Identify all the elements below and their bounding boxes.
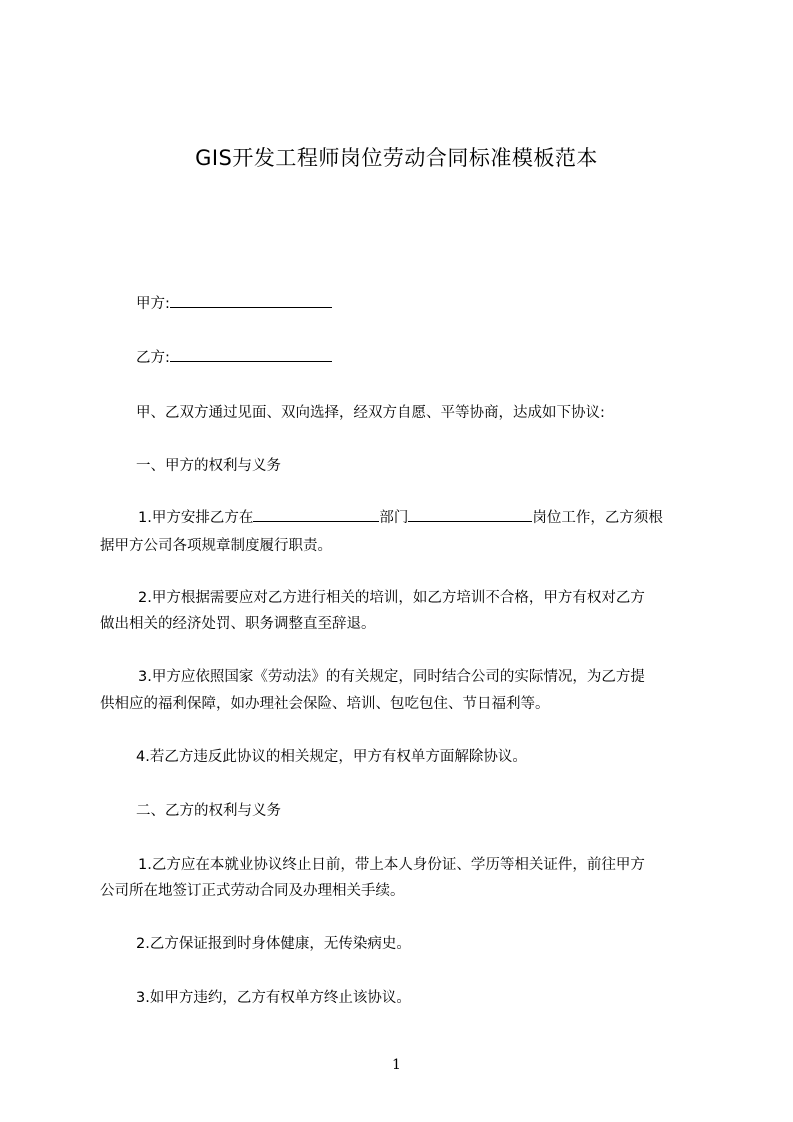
s1-item4: 4.若乙方违反此协议的相关规定，甲方有权单方面解除协议。 xyxy=(136,749,527,765)
s1-item1-blank-2 xyxy=(408,507,532,522)
party-a-line xyxy=(136,292,332,313)
s2-item1-line2: 公司所在地签订正式劳动合同及办理相关手续。 xyxy=(100,883,405,899)
s2-item2: 2.乙方保证报到时身体健康，无传染病史。 xyxy=(136,936,411,952)
s1-item1-line1 xyxy=(138,506,663,527)
s2-item3: 3.如甲方违约，乙方有权单方终止该协议。 xyxy=(136,990,411,1006)
party-b-label: 乙方: xyxy=(136,350,170,366)
party-b-blank xyxy=(170,347,332,362)
s2-item1-line1: 1.乙方应在本就业协议终止日前，带上本人身份证、学历等相关证件，前往甲方 xyxy=(138,857,645,873)
document-title: GIS开发工程师岗位劳动合同标准模板范本 xyxy=(195,146,598,170)
page-number: 1 xyxy=(392,1057,401,1073)
party-a-label: 甲方: xyxy=(136,296,170,312)
section2-heading: 二、乙方的权利与义务 xyxy=(136,803,281,819)
party-b-line xyxy=(136,346,332,367)
party-a-blank xyxy=(170,293,332,308)
s1-item1-line2: 据甲方公司各项规章制度履行职责。 xyxy=(100,538,332,554)
s1-item2-line1: 2.甲方根据需要应对乙方进行相关的培训，如乙方培训不合格，甲方有权对乙方 xyxy=(138,590,645,606)
s1-item1-text-a: 1.甲方安排乙方在 xyxy=(138,510,254,526)
s1-item3-line2: 供相应的福利保障，如办理社会保险、培训、包吃包住、节日福利等。 xyxy=(100,696,550,712)
s1-item3-line1: 3.甲方应依照国家《劳动法》的有关规定，同时结合公司的实际情况，为乙方提 xyxy=(138,669,645,685)
intro-paragraph: 甲、乙双方通过见面、双向选择，经双方自愿、平等协商，达成如下协议: xyxy=(136,405,605,421)
s1-item1-blank-1 xyxy=(253,507,379,522)
s1-item2-line2: 做出相关的经济处罚、职务调整直至辞退。 xyxy=(100,616,376,632)
section1-heading: 一、甲方的权利与义务 xyxy=(136,458,281,474)
s1-item1-text-b: 部门 xyxy=(379,510,409,526)
s1-item1-text-c: 岗位工作，乙方须根 xyxy=(532,510,663,526)
